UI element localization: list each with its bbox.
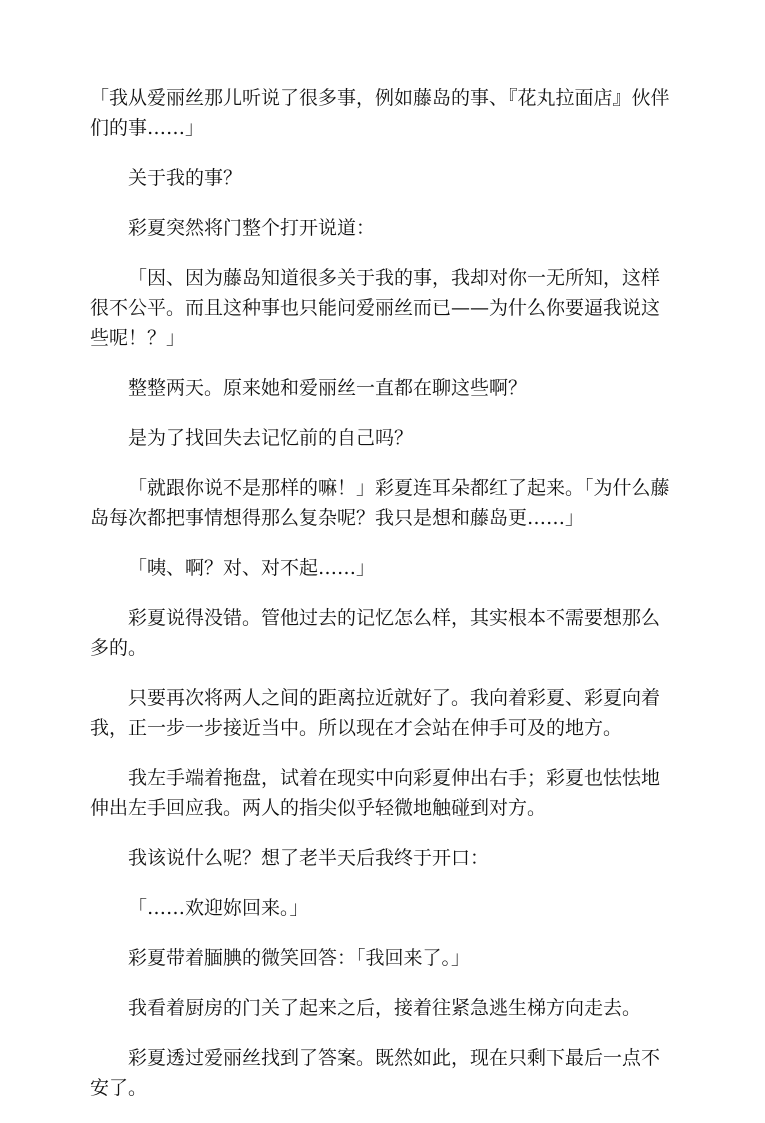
paragraph-1: 「我从爱丽丝那儿听说了很多事，例如藤岛的事、『花丸拉面店』伙伴们的事……」 <box>90 87 670 139</box>
paragraph-2: 关于我的事？ <box>128 167 243 189</box>
paragraph-4: 「因、因为藤岛知道很多关于我的事，我却对你一无所知，这样很不公平。而且这种事也只能问爱丽丝而已——为什么你要逼我说这些呢！？」 <box>90 267 661 349</box>
paragraph-15: 我看着厨房的门关了起来之后，接着往紧急逃生梯方向走去。 <box>128 997 642 1019</box>
paragraph-11: 我左手端着拖盘，试着在现实中向彩夏伸出右手；彩夏也怯怯地伸出左手回应我。两人的指尖似乎轻微地触碰到对方。 <box>90 767 661 819</box>
paragraph-5: 整整两天。原来她和爱丽丝一直都在聊这些啊？ <box>128 377 528 399</box>
paragraph-6: 是为了找回失去记忆前的自己吗？ <box>128 427 414 449</box>
paragraph-3: 彩夏突然将门整个打开说道： <box>128 217 376 239</box>
paragraph-10: 只要再次将两人之间的距离拉近就好了。我向着彩夏、彩夏向着我，正一步一步接近当中。所以现在才会站在伸手可及的地方。 <box>90 687 661 739</box>
document-page <box>90 83 670 1123</box>
paragraph-16: 彩夏透过爱丽丝找到了答案。既然如此，现在只剩下最后一点不安了。 <box>90 1047 661 1099</box>
paragraph-7: 「就跟你说不是那样的嘛！」彩夏连耳朵都红了起来。「为什么藤岛每次都把事情想得那么复杂呢？我只是想和藤岛更……」 <box>90 477 670 529</box>
paragraph-14: 彩夏带着腼腆的微笑回答：「我回来了。」 <box>128 947 471 969</box>
paragraph-9: 彩夏说得没错。管他过去的记忆怎么样，其实根本不需要想那么多的。 <box>90 607 661 659</box>
paragraph-8: 「咦、啊？对、对不起……」 <box>128 557 376 579</box>
paragraph-12: 我该说什么呢？想了老半天后我终于开口： <box>128 847 490 869</box>
paragraph-13: 「……欢迎妳回来。」 <box>128 897 309 919</box>
